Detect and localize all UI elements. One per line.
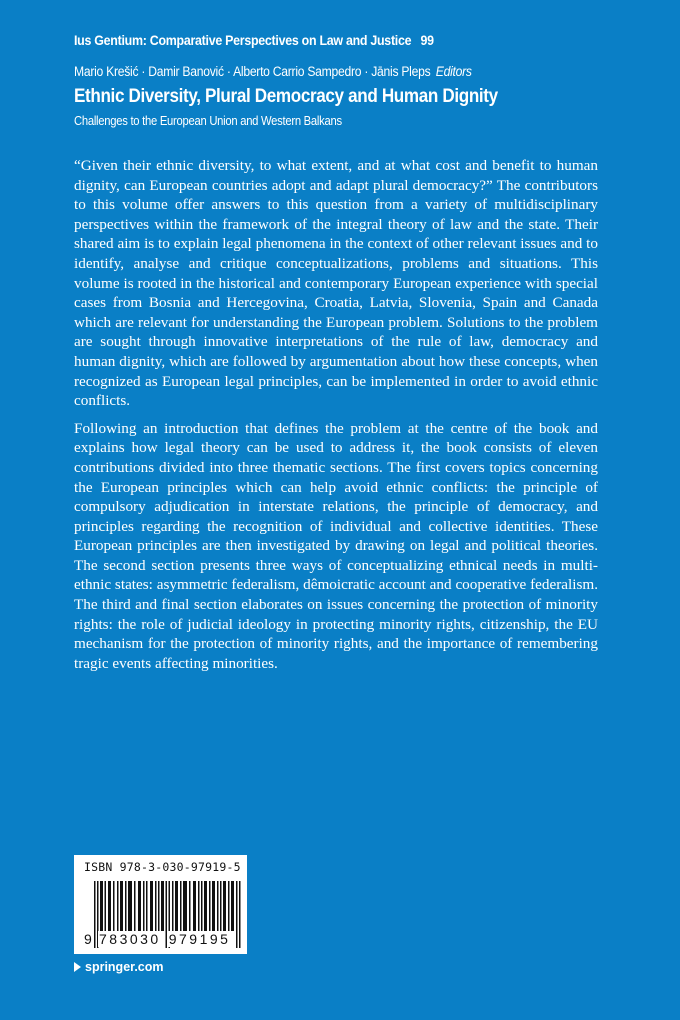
isbn-label: ISBN 978-3-030-97919-5 [84,860,241,874]
springer-link-text[interactable]: springer.com [85,960,164,974]
series-name: Ius Gentium: Comparative Perspectives on Law and Justice [74,33,412,48]
barcode-digit-group-1: 783030 [99,931,161,947]
series-line [74,33,434,48]
springer-link[interactable] [74,960,164,974]
editors-role: Editors [435,64,472,79]
editor-names: Mario Krešić · Damir Banović · Alberto Carrio Sampedro · Jānis Pleps [74,64,431,79]
blurb [74,156,598,681]
barcode-digit-first: 9 [84,931,95,947]
barcode-digit-group-2: 979195 [168,931,231,947]
play-arrow-icon [74,962,81,972]
book-subtitle: Challenges to the European Union and Western Balkans [74,114,342,128]
blurb-paragraph-2: Following an introduction that defines the problem at the centre of the book and explains how legal theory can be used to address it, the book consists of eleven contributions divided into three thematic sections. The first covers topics concerning the European principles which can help avoid ethnic conflicts: the principle of compulsory adjudication in interstate relations, the principle of democracy, and principles regarding the recognition of individual and collective identities. These European principles are then investigated by drawing on legal and political theories. The second section presents three ways of conceptualizing ethnical needs in multi-ethnic states: asymmetric federalism, dêmoicratic account and cooperative federalism. The third and final section elaborates on issues concerning the protection of minority rights: the role of judicial ideology in protecting minority rights, citizenship, the EU mechanism for the protection of minority rights, and the importance of remembering tragic events affecting minorities. [74,419,598,672]
isbn-barcode [74,855,247,954]
barcode-digits [84,931,231,947]
blurb-paragraph-1: “Given their ethnic diversity, to what extent, and at what cost and benefit to human dignity, can European countries adopt and adapt plural democracy?” The contributors to this volume offer answers to this question from a variety of multidisciplinary perspectives within the framework of the integral theory of law and the state. Their shared aim is to explain legal phenomena in the context of other relevant issues and to identify, analyse and critique conceptualizations, problems and situations. This volume is rooted in the historical and contemporary European experience with special cases from Bosnia and Hercegovina, Croatia, Latvia, Slovenia, Spain and Canada which are relevant for understanding the European problem. Solutions to the problem are sought through innovative interpretations of the rule of law, democracy and human dignity, which are followed by argumentation about how these concepts, when recognized as European legal principles, can be implemented in order to avoid ethnic conflicts. [74,157,598,410]
editors-line [74,64,472,79]
series-volume: 99 [420,33,434,48]
book-title: Ethnic Diversity, Plural Democracy and Human Dignity [74,86,498,107]
